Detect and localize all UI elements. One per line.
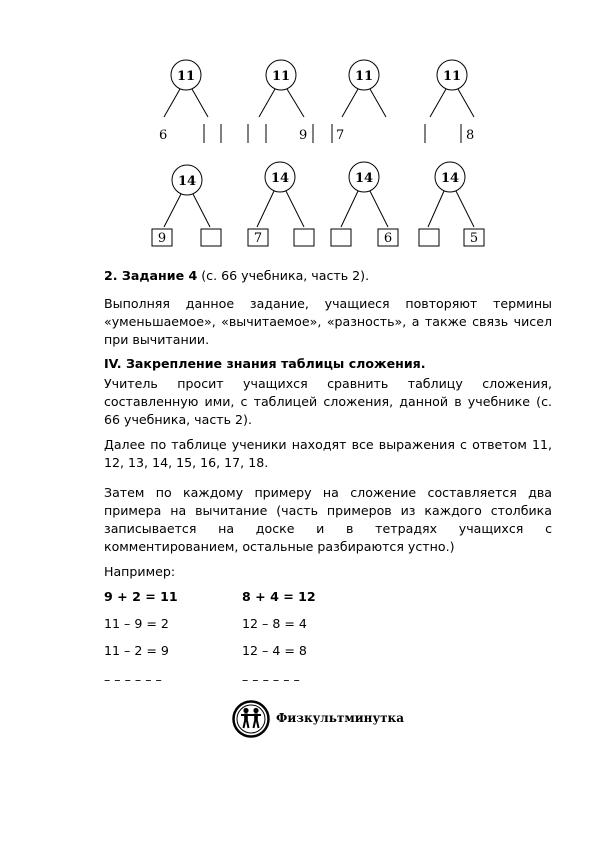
- tree-2-3-right: 6: [383, 231, 393, 246]
- logo-text: Физкультминутка: [276, 711, 404, 725]
- tree-1-1-left: 6: [159, 128, 168, 143]
- tree-1-4-right: 8: [466, 128, 475, 143]
- task2-heading-rest: (с. 66 учебника, часть 2).: [197, 268, 370, 283]
- section4-paragraph-1: Учитель просит учащихся сравнить таблицу сложения, составленную ими, с таблицей сложения, данной в учебнике (с. 66 учебника, часть 2).: [104, 376, 552, 427]
- task2-heading: [104, 267, 552, 285]
- section4-paragraph-2: Далее по таблице ученики находят все выражения с ответом 11, 12, 13, 14, 15, 16, 17, 18.: [104, 437, 552, 470]
- example-col1-line2: 11 – 9 = 2: [104, 616, 169, 631]
- tree-2-2-left: 7: [253, 231, 263, 246]
- fizkultminutka-logo: [232, 700, 452, 738]
- example-col1-dashes: – – – – – –: [104, 672, 162, 687]
- two-children-icon: [232, 700, 270, 738]
- example-col2-line1: 8 + 4 = 12: [242, 589, 316, 604]
- example-col1-line1: 9 + 2 = 11: [104, 589, 178, 604]
- tree-2-1-root: 14: [177, 174, 197, 189]
- task2-paragraph: Выполняя данное задание, учащиеся повторяют термины «уменьшаемое», «вычитаемое», «разность», а также связь чисел при вычитании.: [104, 296, 552, 347]
- tree-1-2-root: 11: [271, 69, 291, 84]
- section4-paragraph-3: Затем по каждому примеру на сложение составляется два примера на вычитание (часть примеров из каждого столбика записывается на доске и в тетрадях учащихся с комментированием, остальные разбираются устно.): [104, 485, 552, 554]
- example-label: Например:: [104, 564, 176, 579]
- task2-heading-bold: 2. Задание 4: [104, 268, 198, 283]
- example-col2-line3: 12 – 4 = 8: [242, 643, 307, 658]
- tree-1-3-left: 7: [336, 128, 345, 143]
- tree-2-4-right: 5: [469, 231, 479, 246]
- tree-2-1-left: 9: [157, 231, 167, 246]
- tree-1-3-root: 11: [354, 69, 374, 84]
- number-trees: [0, 0, 595, 260]
- example-col1-line3: 11 – 2 = 9: [104, 643, 169, 658]
- tree-1-4-root: 11: [442, 69, 462, 84]
- tree-2-4-root: 14: [440, 171, 460, 186]
- tree-1-2-right: 9: [299, 128, 308, 143]
- section4-heading: IV. Закрепление знания таблицы сложения.: [104, 356, 426, 371]
- tree-2-2-root: 14: [270, 171, 290, 186]
- tree-2-3-root: 14: [354, 171, 374, 186]
- example-col2-dashes: – – – – – –: [242, 672, 300, 687]
- tree-1-1-root: 11: [176, 69, 196, 84]
- example-col2-line2: 12 – 8 = 4: [242, 616, 307, 631]
